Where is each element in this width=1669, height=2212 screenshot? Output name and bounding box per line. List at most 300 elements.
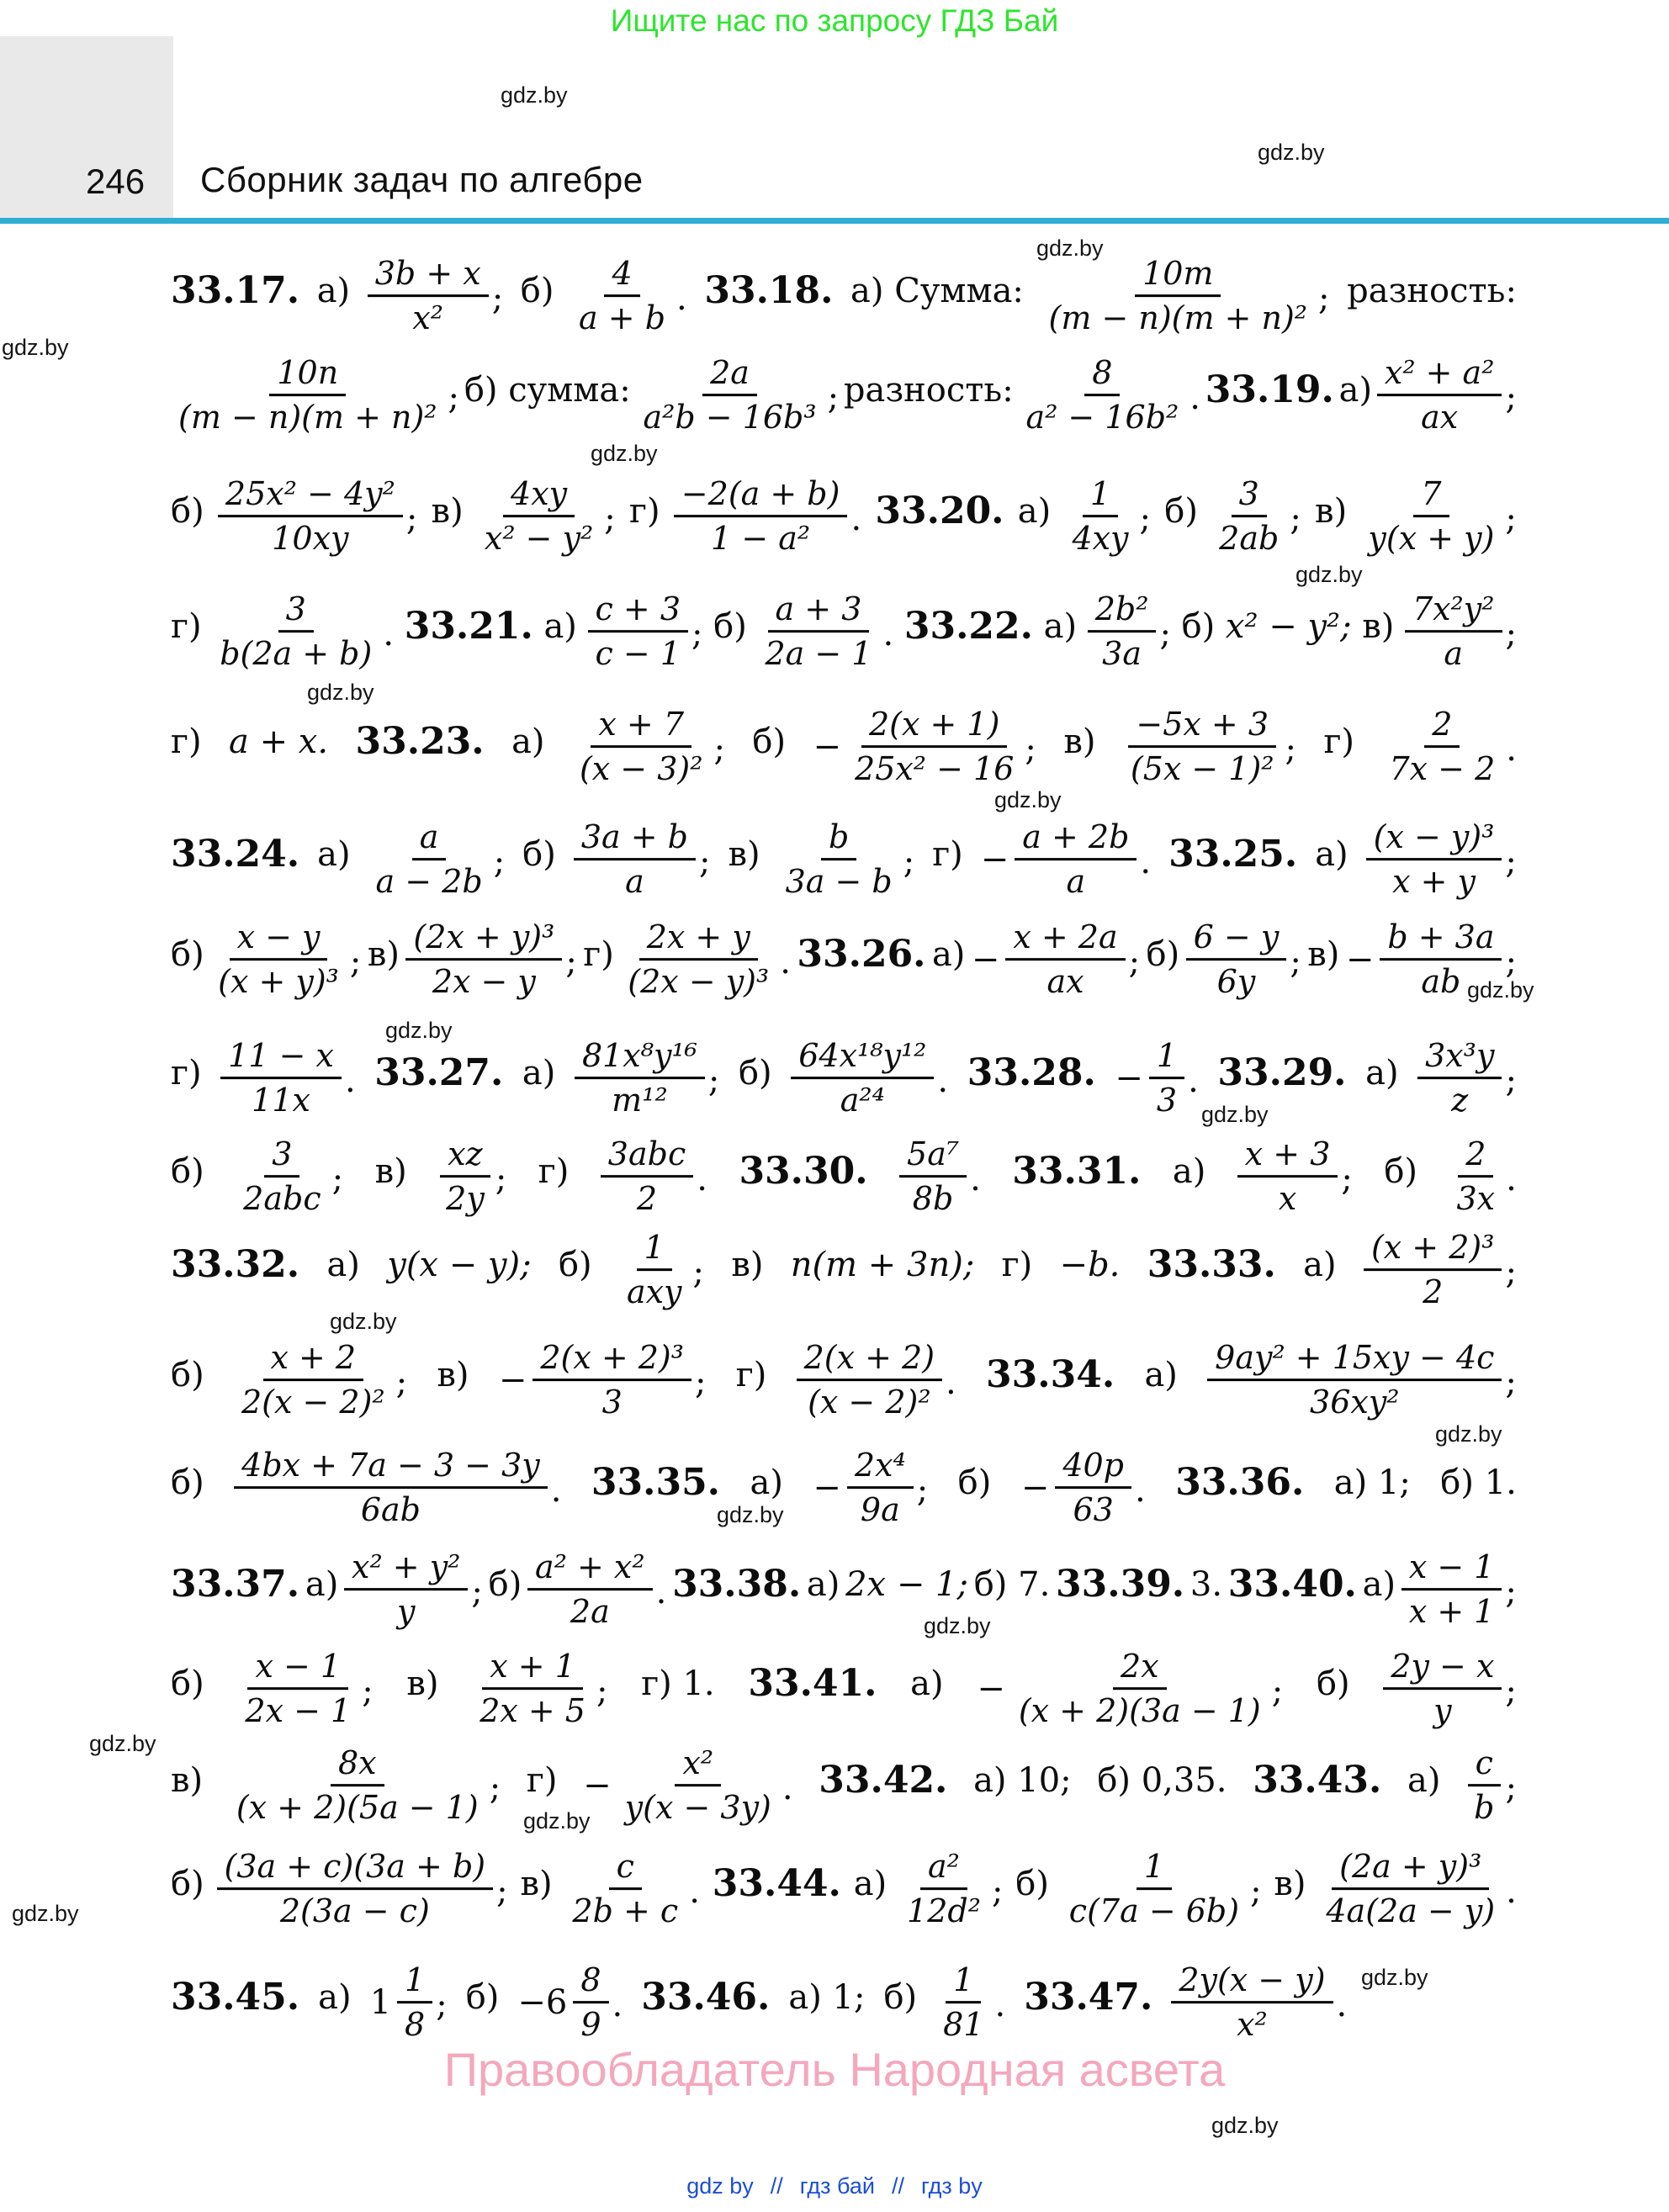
answer-label: а) — [318, 1978, 352, 2017]
fraction-stack — [935, 1959, 991, 2046]
fraction-stack — [1088, 588, 1157, 675]
answer-label: б) — [1384, 1152, 1418, 1191]
problem-number: 33.43. — [1253, 1759, 1382, 1802]
answer-label: г) — [526, 1761, 558, 1800]
numerator: (2x + y)³ — [405, 916, 562, 960]
fraction-prefix: −6 — [517, 1983, 568, 2022]
fraction — [212, 588, 394, 675]
fraction — [588, 588, 703, 675]
answer-label: а) — [316, 272, 351, 310]
fraction — [583, 1742, 792, 1829]
answer-label: а) — [1407, 1761, 1441, 1800]
answer-label: в) — [367, 935, 400, 974]
numerator: 1 — [637, 1226, 672, 1271]
problem-number: 33.30. — [739, 1150, 868, 1193]
fraction — [1021, 1444, 1146, 1532]
answer-label: г) — [171, 607, 202, 646]
book-title: Сборник задач по алгебре — [200, 160, 644, 199]
denominator: 2 — [1423, 1273, 1444, 1311]
numerator: xz — [440, 1133, 490, 1177]
fraction-stack — [1417, 1035, 1502, 1122]
fraction-suffix: ; — [1159, 614, 1171, 654]
numerator: 7x²y² — [1405, 588, 1502, 632]
fraction-stack — [1381, 703, 1502, 791]
numerator: 2x + y — [639, 916, 758, 960]
fraction — [619, 1226, 704, 1314]
answer-label: а) — [1315, 835, 1348, 874]
fraction-suffix: . — [612, 1985, 623, 2024]
fraction-suffix: ; — [405, 499, 418, 538]
answer-label: а) — [511, 722, 545, 761]
fraction-stack — [1405, 588, 1502, 675]
numerator: 10m — [1135, 252, 1221, 297]
denominator: ax — [1421, 399, 1459, 437]
denominator: (5x − 1)² — [1130, 750, 1274, 788]
denominator: 2 — [636, 1180, 658, 1218]
gdzby-watermark: gdz.by — [1467, 977, 1534, 1003]
denominator: (x + y)³ — [218, 963, 339, 1001]
fraction-suffix: . — [1189, 378, 1200, 417]
answer-label: а) 1; — [1333, 1463, 1411, 1502]
denominator: x + 1 — [1408, 1593, 1495, 1631]
numerator: 2b² — [1088, 588, 1157, 632]
fraction — [1466, 1742, 1517, 1829]
denominator: 6y — [1216, 963, 1256, 1001]
numerator: 5a⁷ — [899, 1133, 967, 1177]
fraction — [620, 916, 791, 1003]
fraction-stack — [344, 1546, 468, 1633]
answer-label: а) — [1365, 1054, 1399, 1093]
denominator: 2a − 1 — [765, 635, 872, 673]
fraction — [1186, 916, 1301, 1003]
fraction-stack — [212, 588, 379, 675]
gdzby-watermark: gdz.by — [717, 1502, 784, 1527]
fraction-stack — [1015, 816, 1137, 903]
fraction — [171, 352, 459, 439]
numerator: 2a — [702, 352, 757, 396]
denominator: (m − n)(m + n)² — [178, 399, 437, 437]
numerator: 7 — [1413, 473, 1449, 517]
gdzby-watermark: gdz.by — [1258, 140, 1325, 165]
denominator: c(7a − 6b) — [1068, 1892, 1240, 1930]
numerator: 10n — [269, 352, 346, 396]
fraction — [1237, 1133, 1353, 1220]
gdzby-watermark: gdz.by — [330, 1309, 397, 1334]
answer-label: а) — [1043, 607, 1078, 646]
fraction-stack — [564, 1845, 686, 1933]
fraction-stack — [1237, 1133, 1338, 1220]
fraction-suffix: ; — [604, 499, 616, 538]
numerator: 1 — [1149, 1035, 1184, 1079]
fraction — [981, 816, 1151, 903]
fraction-suffix: ; — [331, 1159, 344, 1199]
fraction-stack — [368, 816, 490, 903]
numerator: 1 — [1083, 473, 1118, 517]
fraction-stack — [1041, 252, 1316, 340]
fraction-stack — [847, 1444, 914, 1532]
fraction-stack — [573, 1959, 608, 2046]
numerator: 2 — [1424, 703, 1460, 748]
fraction-suffix: ; — [1505, 1252, 1517, 1292]
fraction-stack — [1123, 703, 1282, 791]
fraction-stack — [620, 916, 776, 1003]
gdzby-watermark: gdz.by — [1036, 235, 1104, 261]
problem-number: 33.39. — [1056, 1563, 1185, 1606]
problem-number: 33.40. — [1227, 1563, 1357, 1606]
fraction-stack — [477, 473, 601, 560]
problem-number: 33.22. — [903, 605, 1033, 648]
fraction-prefix: − — [980, 840, 1009, 879]
answer-label: б) — [171, 1152, 204, 1191]
answer-label: а) — [1303, 1246, 1337, 1284]
denominator: (2x − y)³ — [628, 963, 770, 1001]
answer-label: а) — [910, 1664, 944, 1703]
fraction — [813, 1444, 928, 1532]
fraction-suffix: ; — [1505, 1768, 1517, 1807]
fraction — [368, 252, 503, 340]
answer-label: а) — [522, 1054, 556, 1093]
fraction-suffix: ; — [493, 842, 506, 881]
fraction — [1115, 1035, 1198, 1122]
problem-number: 33.28. — [967, 1051, 1096, 1095]
denominator: 36xy² — [1310, 1384, 1400, 1421]
answer-label: г) — [629, 492, 660, 531]
problem-number: 33.44. — [712, 1862, 841, 1906]
fraction-suffix: ; — [596, 1671, 608, 1711]
gdzby-watermark: gdz.by — [307, 680, 374, 705]
copyright-notice: Правообладатель Народная асвета — [443, 2043, 1226, 2096]
fraction-suffix: ; — [903, 842, 915, 881]
answer-label: г) — [1001, 1246, 1033, 1284]
denominator: 3 — [601, 1384, 623, 1421]
gdzby-watermark: gdz.by — [501, 82, 568, 108]
fraction-stack — [757, 588, 879, 675]
denominator: a — [1066, 863, 1086, 901]
fraction-stack — [1401, 1546, 1502, 1633]
denominator: a − 2b — [375, 863, 483, 901]
answer-label: в) — [171, 1761, 204, 1800]
problem-number: 33.20. — [875, 489, 1004, 533]
fraction-stack — [527, 1546, 653, 1633]
fraction-stack — [220, 1035, 342, 1122]
fraction — [1088, 588, 1171, 675]
denominator: 4a(2a − y) — [1326, 1892, 1496, 1930]
numerator: −2(a + b) — [674, 473, 848, 517]
fraction — [1405, 588, 1517, 675]
fraction — [1360, 473, 1517, 560]
denominator: x — [1278, 1180, 1297, 1218]
fraction-stack — [572, 703, 711, 791]
fraction — [1064, 473, 1151, 560]
numerator: x + 2 — [263, 1336, 364, 1381]
numerator: a² — [920, 1845, 967, 1890]
fraction-stack — [1207, 1336, 1502, 1424]
denominator: a — [625, 863, 644, 901]
footer-link-1[interactable]: gdz by — [686, 2173, 754, 2199]
answer-label: г) — [1323, 722, 1355, 761]
numerator: 9ay² + 15xy − 4c — [1207, 1336, 1502, 1381]
answer-label: а) — [317, 835, 351, 874]
answer-label: а) — [326, 1246, 360, 1284]
fraction — [370, 1959, 448, 2046]
fraction-stack — [847, 703, 1021, 791]
answer-label: а) — [305, 1565, 339, 1604]
answer-line-3 — [171, 473, 1517, 560]
footer-links — [0, 2173, 1669, 2199]
fraction-stack — [1018, 352, 1186, 439]
answer-line-13 — [171, 1546, 1517, 1633]
fraction — [1417, 1035, 1517, 1122]
answer-label: в) — [374, 1152, 407, 1191]
fraction-stack — [1318, 1845, 1502, 1933]
denominator: 3 — [1156, 1082, 1178, 1119]
problem-number: 33.41. — [748, 1662, 877, 1706]
math-expression: 2x − 1; — [845, 1565, 968, 1604]
fraction-stack — [1171, 1959, 1333, 2046]
answer-label: б) — [520, 272, 554, 310]
numerator: 11 − x — [220, 1035, 342, 1079]
denominator: 3a — [1102, 635, 1142, 673]
gdzby-watermark: gdz.by — [1361, 1965, 1428, 1990]
numerator: 2y(x − y) — [1171, 1959, 1333, 2003]
fraction-stack — [674, 473, 848, 560]
answer-line-8 — [171, 1035, 1517, 1122]
numerator: 4xy — [503, 473, 575, 517]
denominator: a² − 16b² — [1025, 399, 1179, 437]
denominator: 2(x − 2)² — [241, 1384, 385, 1421]
numerator: x − 1 — [1401, 1546, 1502, 1590]
numerator: 2x — [1113, 1645, 1167, 1690]
fraction-suffix: ; — [395, 1363, 408, 1402]
problem-number: 33.46. — [641, 1976, 771, 2019]
numerator: b + 3a — [1380, 916, 1502, 960]
fraction — [635, 352, 839, 439]
fraction — [1171, 1959, 1347, 2046]
problem-number: 33.24. — [171, 833, 300, 876]
denominator: 3x — [1456, 1180, 1496, 1218]
answer-label: б) — [1015, 1865, 1049, 1903]
gdzby-watermark: gdz.by — [1435, 1421, 1502, 1447]
problem-number: 33.35. — [591, 1461, 721, 1505]
fraction-suffix: . — [383, 614, 395, 654]
fraction-suffix: ; — [495, 1159, 507, 1199]
fraction-suffix: ; — [496, 1871, 508, 1911]
fraction-stack — [405, 916, 562, 1003]
numerator: 4bx + 7a − 3 − 3y — [234, 1444, 548, 1489]
answer-label: а) — [750, 1463, 783, 1502]
fraction-suffix: ; — [991, 1871, 1004, 1911]
denominator: 2ab — [1219, 520, 1280, 558]
answer-label: б) — [1164, 492, 1198, 531]
fraction-stack — [899, 1845, 988, 1933]
fraction-suffix: ; — [1505, 1363, 1517, 1402]
fraction — [517, 1959, 623, 2046]
fraction-prefix: − — [813, 728, 842, 766]
math-expression: n(m + 3n); — [790, 1246, 975, 1284]
numerator: 3b + x — [368, 252, 489, 297]
fraction-suffix: . — [994, 1985, 1006, 2024]
fraction-suffix: ; — [1271, 1671, 1284, 1711]
answer-label: а) — [1362, 1565, 1396, 1604]
denominator: 7x − 2 — [1389, 750, 1496, 788]
numerator: x + 7 — [591, 703, 691, 748]
fraction-stack — [601, 1133, 693, 1220]
numerator: x² + a² — [1377, 352, 1502, 396]
fraction-stack — [588, 588, 688, 675]
denominator: b — [1474, 1789, 1495, 1827]
denominator: 2(3a − c) — [279, 1892, 430, 1930]
answer-line-4 — [171, 588, 1517, 675]
answer-label: а) — [931, 935, 966, 974]
denominator: axy — [626, 1273, 682, 1311]
fraction-stack — [397, 1959, 432, 2046]
denominator: y — [1433, 1692, 1452, 1730]
fraction — [601, 1133, 707, 1220]
fraction-stack — [1149, 1035, 1184, 1122]
numerator: 8 — [1084, 352, 1120, 396]
answer-label: б) 7. — [973, 1565, 1051, 1604]
fraction — [218, 473, 417, 560]
problem-number: 33.21. — [404, 605, 533, 648]
fraction-stack — [438, 1133, 492, 1220]
numerator: 3x³y — [1417, 1035, 1502, 1079]
denominator: 4xy — [1072, 520, 1129, 558]
fraction — [472, 1645, 607, 1733]
fraction-stack — [1366, 816, 1502, 903]
denominator: 12d² — [907, 1892, 981, 1930]
denominator: (x + 2)(5a − 1) — [236, 1789, 479, 1827]
footer-link-2[interactable]: гдз бай — [799, 2173, 875, 2199]
numerator: 2x⁴ — [847, 1444, 914, 1489]
answer-line-12 — [171, 1444, 1517, 1532]
denominator: x² — [412, 299, 444, 337]
fraction — [1207, 1336, 1517, 1424]
numerator: a² + x² — [527, 1546, 653, 1590]
numerator: (x − y)³ — [1366, 816, 1502, 860]
numerator: (2a + y)³ — [1332, 1845, 1489, 1890]
fraction — [1018, 352, 1200, 439]
answer-label: в) — [1063, 722, 1096, 761]
answer-label: б) — [713, 607, 747, 646]
fraction — [234, 1444, 561, 1532]
answer-label: в) — [731, 1246, 764, 1284]
numerator: 2(x + 1) — [861, 703, 1007, 748]
fraction-prefix: 1 — [369, 1983, 392, 2022]
fraction-suffix: . — [970, 1159, 981, 1199]
fraction-suffix: ; — [1505, 1061, 1517, 1100]
fraction-stack — [234, 1336, 393, 1424]
fraction-suffix: ; — [695, 1363, 707, 1402]
fraction — [1062, 1845, 1262, 1933]
numerator: x² + y² — [344, 1546, 468, 1590]
fraction-suffix: . — [782, 1768, 793, 1807]
links-separator: // — [770, 2173, 783, 2199]
answer-label: в) — [437, 1356, 469, 1394]
denominator: 2x − 1 — [245, 1692, 352, 1730]
answer-label: а) — [1017, 492, 1052, 531]
fraction-stack — [1211, 473, 1286, 560]
denominator: 2x + 5 — [480, 1692, 585, 1730]
fraction — [368, 816, 506, 903]
numerator: a + 2b — [1015, 816, 1137, 860]
numerator: 25x² − 4y² — [218, 473, 403, 517]
denominator: 8b — [912, 1180, 954, 1218]
fraction-suffix: . — [780, 942, 791, 982]
answer-label: а) — [543, 607, 577, 646]
answer-label: в) — [520, 1865, 553, 1903]
problem-number: 33.36. — [1175, 1461, 1305, 1505]
fraction-suffix: ; — [1290, 942, 1301, 982]
answer-line-6 — [171, 816, 1517, 903]
fraction — [220, 1035, 356, 1122]
footer-link-3[interactable]: гдз by — [921, 2173, 983, 2199]
fraction — [1383, 1645, 1517, 1733]
answer-label: в) — [1362, 607, 1395, 646]
numerator: x + 1 — [482, 1645, 583, 1690]
fraction — [575, 1035, 719, 1122]
fraction — [237, 1645, 373, 1733]
fraction-stack — [236, 1133, 328, 1220]
numerator: x − y — [230, 916, 328, 960]
numerator: 2(x + 2)³ — [532, 1336, 691, 1381]
denominator: m¹² — [612, 1082, 668, 1119]
fraction-suffix: . — [850, 499, 862, 538]
numerator: 1 — [397, 1959, 432, 2003]
fraction-suffix: . — [655, 1572, 667, 1611]
fraction — [229, 1742, 501, 1829]
fraction — [217, 1845, 508, 1933]
fraction-stack — [1383, 1645, 1502, 1733]
denominator: (x + 2)(3a − 1) — [1018, 1692, 1261, 1730]
fraction-suffix: . — [676, 278, 687, 318]
answer-label: в) — [1274, 1865, 1306, 1903]
fraction-stack — [218, 473, 403, 560]
fraction-suffix: . — [1506, 1871, 1517, 1911]
numerator: (x + 2)³ — [1364, 1226, 1502, 1271]
fraction — [527, 1546, 666, 1633]
fraction-stack — [1360, 473, 1502, 560]
denominator: 11x — [252, 1082, 310, 1119]
fraction — [344, 1546, 483, 1633]
answer-label: б) — [171, 492, 204, 531]
promo-banner: Ищите нас по запросу ГДЗ Бай — [610, 3, 1059, 38]
fraction-stack — [574, 816, 696, 903]
fraction-prefix: − — [583, 1766, 612, 1805]
numerator: 2y − x — [1383, 1645, 1502, 1690]
answer-label: б) — [558, 1246, 592, 1284]
answer-line-2 — [171, 352, 1517, 439]
answer-label: а) Сумма: — [850, 272, 1024, 310]
fraction — [236, 1133, 343, 1220]
fraction-stack — [1062, 1845, 1247, 1933]
fraction-suffix: ; — [1505, 378, 1517, 417]
numerator: 1 — [1137, 1845, 1172, 1890]
links-separator: // — [891, 2173, 904, 2199]
fraction-suffix: ; — [916, 1470, 929, 1510]
fraction-suffix: ; — [565, 942, 577, 982]
answer-label: б) — [738, 1054, 772, 1093]
fraction-suffix: ; — [1128, 942, 1141, 982]
answer-label: а) — [806, 1565, 840, 1604]
fraction — [1211, 473, 1301, 560]
numerator: −5x + 3 — [1128, 703, 1276, 748]
fraction — [564, 1845, 700, 1933]
answer-line-14 — [171, 1645, 1517, 1733]
fraction-suffix: . — [697, 1159, 707, 1199]
denominator: z — [1451, 1082, 1469, 1119]
answer-label: г) — [171, 722, 202, 761]
fraction-suffix: ; — [1505, 499, 1517, 538]
